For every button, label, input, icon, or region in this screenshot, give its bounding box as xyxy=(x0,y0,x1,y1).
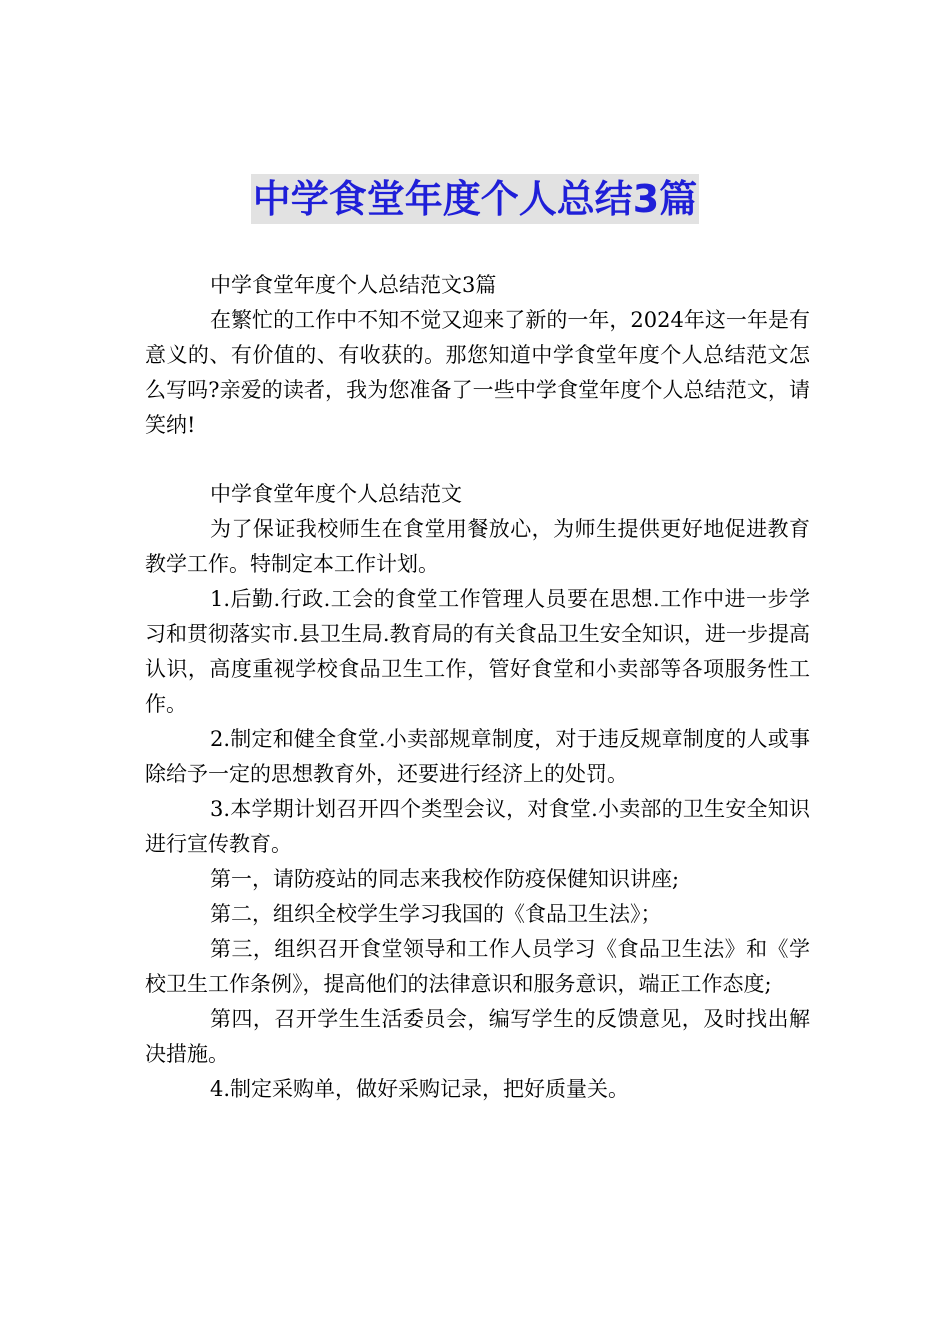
document-title: 中学食堂年度个人总结3篇 xyxy=(251,174,699,224)
document-body xyxy=(145,268,810,1107)
sub-item-first: 第一，请防疫站的同志来我校作防疫保健知识讲座; xyxy=(210,867,680,891)
sub-item-second: 第二，组织全校学生学习我国的《食品卫生法》； xyxy=(210,902,662,926)
sub-item-third: 第三，组织召开食堂领导和工作人员学习《食品卫生法》和《学校卫生工作条例》，提高他们的法律意识和服务意识，端正工作态度; xyxy=(145,937,810,996)
subtitle-paragraph: 中学食堂年度个人总结范文3篇 xyxy=(210,273,497,297)
list-item-4: 4.制定采购单，做好采购记录，把好质量关。 xyxy=(210,1077,630,1101)
section-heading: 中学食堂年度个人总结范文 xyxy=(210,482,462,506)
body-paragraph: 为了保证我校师生在食堂用餐放心，为师生提供更好地促进教育教学工作。特制定本工作计划。 xyxy=(145,517,810,576)
list-item-3: 3.本学期计划召开四个类型会议，对食堂.小卖部的卫生安全知识进行宣传教育。 xyxy=(145,797,810,856)
paragraph-gap xyxy=(145,443,810,477)
title-container xyxy=(0,174,950,224)
sub-item-fourth: 第四，召开学生生活委员会，编写学生的反馈意见，及时找出解决措施。 xyxy=(145,1007,810,1066)
intro-paragraph: 在繁忙的工作中不知不觉又迎来了新的一年，2024年这一年是有意义的、有价值的、有收获的。那您知道中学食堂年度个人总结范文怎么写吗?亲爱的读者，我为您准备了一些中学食堂年度个人总结范文，请笑纳! xyxy=(145,308,810,437)
list-item-2: 2.制定和健全食堂.小卖部规章制度，对于违反规章制度的人或事除给予一定的思想教育外，还要进行经济上的处罚。 xyxy=(145,727,810,786)
list-item-1: 1.后勤.行政.工会的食堂工作管理人员要在思想.工作中进一步学习和贯彻落实市.县卫生局.教育局的有关食品卫生安全知识，进一步提高认识，高度重视学校食品卫生工作，管好食堂和小卖部等各项服务性工作。 xyxy=(145,587,810,716)
